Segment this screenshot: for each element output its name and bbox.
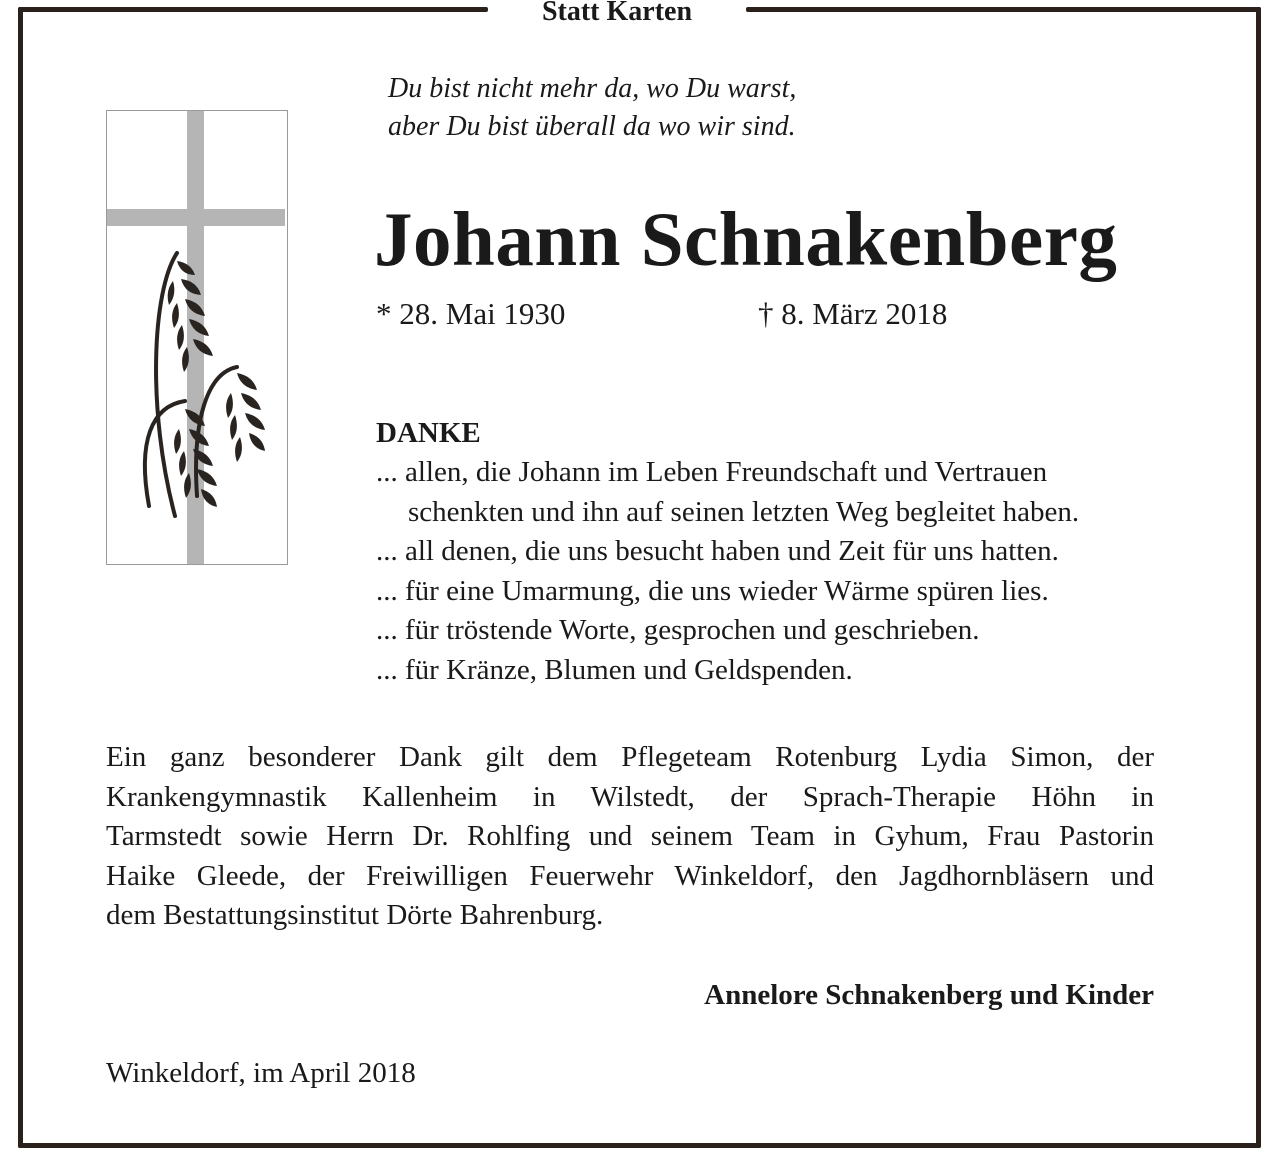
thanks-list [376, 453, 1196, 690]
cross-with-wheat-icon [106, 110, 288, 565]
special-thanks-line: Ein ganz besonderer Dank gilt dem Pflegeteam Rotenburg Lydia Simon, der [106, 741, 1154, 773]
thanks-line: ... für Kränze, Blumen und Geldspenden. [376, 653, 853, 686]
verse [388, 70, 988, 146]
frame-top-left-line [18, 7, 488, 12]
frame-bottom-line [18, 1143, 1261, 1148]
thanks-line: ... für eine Umarmung, die uns wieder Wärme spüren lies. [376, 574, 1049, 607]
birth-date: * 28. Mai 1930 [376, 296, 566, 331]
special-thanks-line: Haike Gleede, der Freiwilligen Feuerwehr Winkeldorf, den Jagdhornbläsern und [106, 859, 1154, 892]
frame-left-line [18, 7, 23, 1148]
signature: Annelore Schnakenberg und Kinder [704, 979, 1154, 1011]
verse-line-2: aber Du bist überall da wo wir sind. [388, 111, 796, 142]
special-thanks-line: Tarmstedt sowie Herrn Dr. Rohlfing und seinem Team in Gyhum, Frau Pastorin [106, 820, 1154, 852]
special-thanks-line: dem Bestattungsinstitut Dörte Bahrenburg. [106, 899, 604, 931]
header-label: Statt Karten [541, 0, 693, 27]
frame-top-right-line [746, 7, 1261, 12]
place-date: Winkeldorf, im April 2018 [106, 1057, 416, 1089]
deceased-name: Johann Schnakenberg [374, 196, 1118, 282]
special-thanks-paragraph [106, 738, 1154, 936]
thanks-heading: DANKE [376, 417, 481, 449]
frame-right-line [1256, 7, 1261, 1148]
death-date: † 8. März 2018 [758, 296, 948, 331]
thanks-line: ... allen, die Johann im Leben Freundschaft und Vertrauen [376, 456, 1048, 488]
thanks-line: schenkten und ihn auf seinen letzten Weg begleitet haben. [408, 495, 1080, 528]
thanks-line: ... all denen, die uns besucht haben und Zeit für uns hatten. [376, 535, 1059, 567]
verse-line-1: Du bist nicht mehr da, wo Du warst, [388, 73, 797, 104]
thanks-line: ... für tröstende Worte, gesprochen und geschrieben. [376, 614, 980, 646]
special-thanks-line: Krankengymnastik Kallenheim in Wilstedt, der Sprach-Therapie Höhn in [106, 780, 1154, 813]
